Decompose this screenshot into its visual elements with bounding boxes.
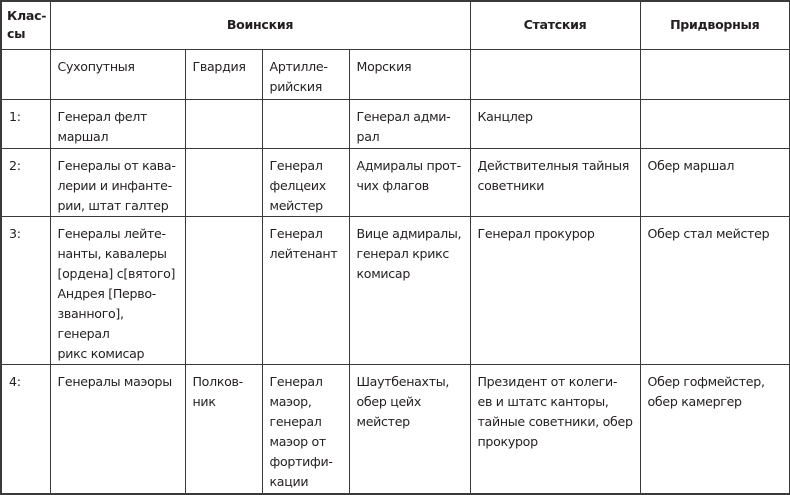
guard-cell: Полков- ник	[185, 364, 262, 494]
subheader-row	[1, 49, 790, 99]
class-cell: 1:	[1, 99, 50, 148]
civil-cell: Канцлер	[470, 99, 640, 148]
land-cell: Генерал фелт маршал	[50, 99, 185, 148]
header-court: Придворныя	[640, 1, 790, 49]
subheader-empty	[1, 49, 50, 99]
court-cell: Обер стал мейстер	[640, 216, 790, 364]
artillery-cell	[262, 99, 349, 148]
guard-cell	[185, 216, 262, 364]
header-civil: Статския	[470, 1, 640, 49]
header-military: Воинския	[50, 1, 470, 49]
artillery-cell: Генерал маэор, генерал маэор от фортифи- кации	[262, 364, 349, 494]
subheader-land: Сухопутныя	[50, 49, 185, 99]
naval-cell: Генерал адми- рал	[349, 99, 470, 148]
land-cell: Генералы лейте- нанты, кавалеры [ордена] с[вятого] Андрея [Перво- званного], генерал рикс комисар	[50, 216, 185, 364]
land-cell: Генералы маэоры	[50, 364, 185, 494]
subheader-artillery: Артилле- рийския	[262, 49, 349, 99]
court-cell: Обер гофмейстер, обер камергер	[640, 364, 790, 494]
court-cell	[640, 99, 790, 148]
table-row	[1, 99, 790, 148]
artillery-cell: Генерал лейтенант	[262, 216, 349, 364]
civil-cell: Генерал прокурор	[470, 216, 640, 364]
class-cell: 4:	[1, 364, 50, 494]
civil-cell: Действителныя тайныя советники	[470, 148, 640, 216]
naval-cell: Вице адмиралы, генерал крикс комисар	[349, 216, 470, 364]
header-classes: Клас- сы	[1, 1, 50, 49]
court-cell: Обер маршал	[640, 148, 790, 216]
subheader-guard: Гвардия	[185, 49, 262, 99]
naval-cell: Шаутбенахты, обер цейх мейстер	[349, 364, 470, 494]
subheader-naval: Морския	[349, 49, 470, 99]
artillery-cell: Генерал фелцеих мейстер	[262, 148, 349, 216]
class-cell: 3:	[1, 216, 50, 364]
table-row	[1, 216, 790, 364]
guard-cell	[185, 99, 262, 148]
header-row	[1, 1, 790, 49]
subheader-court-empty	[640, 49, 790, 99]
naval-cell: Адмиралы прот- чих флагов	[349, 148, 470, 216]
subheader-civil-empty	[470, 49, 640, 99]
class-cell: 2:	[1, 148, 50, 216]
guard-cell	[185, 148, 262, 216]
table-row	[1, 148, 790, 216]
civil-cell: Президент от колеги- ев и штатс канторы, тайные советники, обер прокурор	[470, 364, 640, 494]
table-row	[1, 364, 790, 494]
land-cell: Генералы от кава- лерии и инфанте- рии, штат галтер	[50, 148, 185, 216]
